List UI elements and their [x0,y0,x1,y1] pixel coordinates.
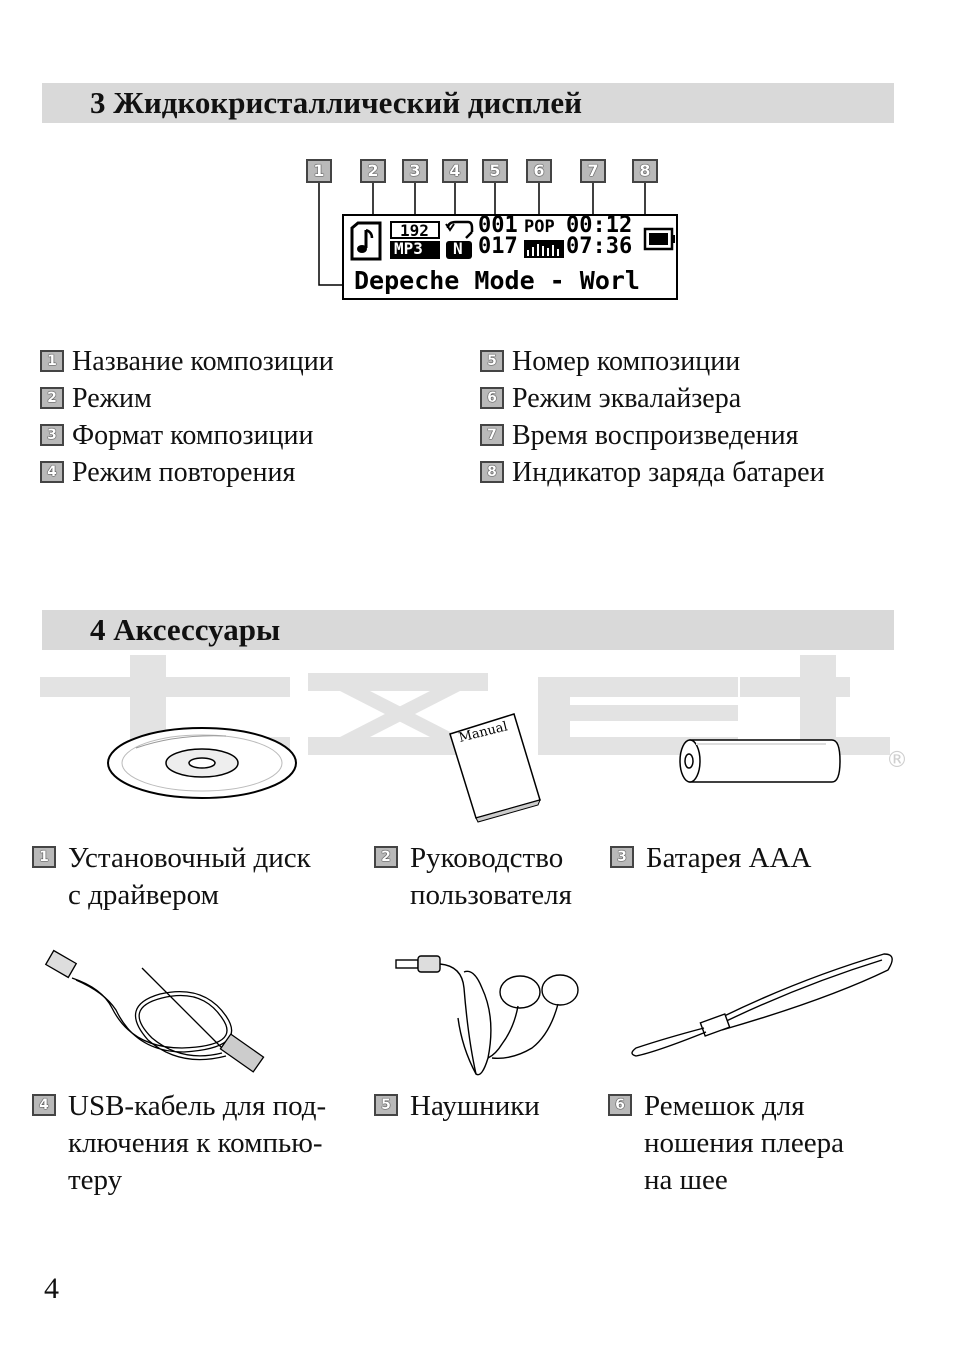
legend-item-7: 7 Время воспроизведения [480,420,799,452]
music-note-icon [348,222,384,260]
callout-3: 3 [402,159,428,183]
track-number: 001 [478,213,518,238]
eq-mode: POP [524,217,555,237]
format-badge: MP3 [390,241,440,259]
battery-icon [644,226,676,252]
legend-item-1: 1 Название композиции [40,346,334,378]
callout-7: 7 [580,159,606,183]
accessory-label-1: 1 Установочный диск с драйвером [32,840,362,920]
accessory-label-5: 5 Наушники [374,1088,604,1128]
bitrate-badge: 192 [390,221,440,239]
lcd-display [342,214,678,300]
callout-6: 6 [526,159,552,183]
svg-text:Manual: Manual [457,719,510,746]
legend-item-3: 3 Формат композиции [40,420,314,452]
callout-8: 8 [632,159,658,183]
legend-item-8: 8 Индикатор заряда батареи [480,457,825,489]
neck-strap-illustration [626,950,896,1060]
section-3-title: 3 Жидкокристаллический дисплей [90,85,583,120]
legend-item-2: 2 Режим [40,383,152,415]
section-4-header [42,610,894,650]
time-elapsed: 00:12 [566,213,633,238]
accessory-label-2: 2 Руководство пользователя [374,840,604,920]
legend-item-6: 6 Режим эквалайзера [480,383,741,415]
manual-booklet-illustration [444,712,544,820]
time-total: 07:36 [566,234,633,259]
song-title: Depeche Mode - Worl [354,266,640,295]
cd-disc-illustration [106,726,298,800]
earphones-illustration [392,948,582,1080]
aaa-battery-illustration [676,738,842,784]
total-tracks: 017 [478,234,518,259]
page-number: 4 [44,1272,59,1305]
section-4-title: 4 Аксессуары [90,612,281,647]
legend-item-4: 4 Режим повторения [40,457,295,489]
callout-4: 4 [442,159,468,183]
legend-item-5: 5 Номер композиции [480,346,740,378]
eq-bars-icon [524,240,564,258]
svg-text:®: ® [886,748,908,773]
accessory-label-6: 6 Ремешок для ношения плеера на шее [608,1088,888,1208]
mode-badge: N [446,241,472,259]
callout-2: 2 [360,159,386,183]
accessory-label-3: 3 Батарея AAA [610,840,850,880]
repeat-icon [444,220,474,240]
usb-cable-illustration [42,948,270,1088]
accessory-label-4: 4 USB-кабель для под- ключения к компью- теру [32,1088,362,1208]
callout-1: 1 [306,159,332,183]
callout-5: 5 [482,159,508,183]
